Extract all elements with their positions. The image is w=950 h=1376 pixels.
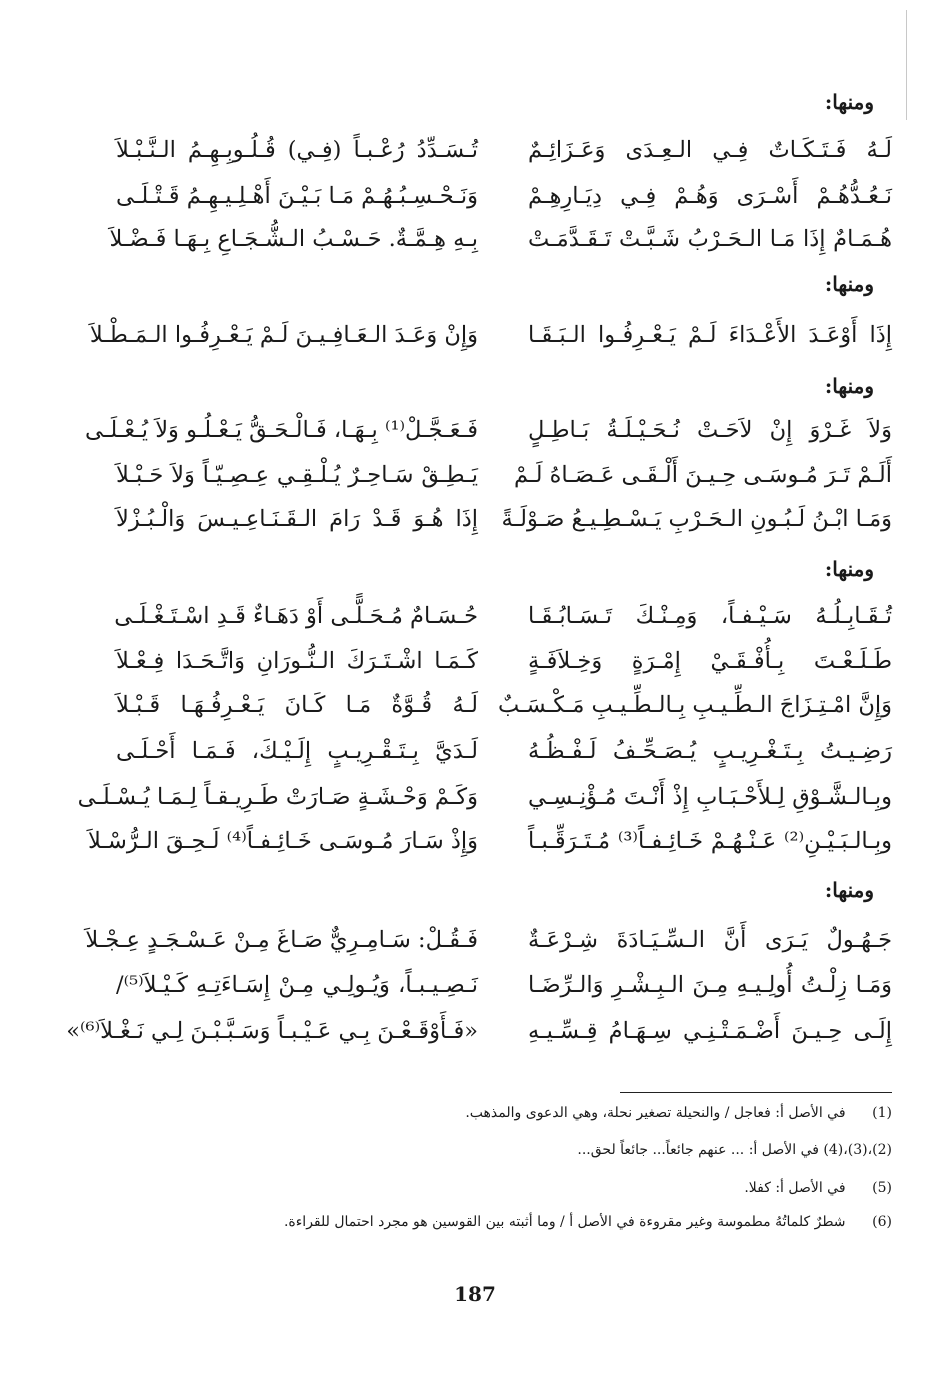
- footnote-text: في الأصل أ: ... عنهم جائعاً... جائعاً لحق...: [577, 1142, 819, 1158]
- section-heading: ومنها:: [824, 90, 874, 114]
- footnote-text: شطرٌ كلماتُهُ مطموسة وغير مقروءة في الأصل أ / وما أثبته بين القوسين هو مجرد احتمال للقراءة.: [283, 1214, 846, 1230]
- verse-first-hemistich: هُـمَـامٌ إِذَا مَـا الـحَـرْبُ شَـبَّـتْ تَـقَـدَّمَـتْ: [528, 226, 892, 252]
- verse-second-hemistich: فَـقُـلْ: سَـامِـرِيٌّ صَـاغَ مِـنْ عَـسْـجَـدٍ عِـجْـلاَ: [85, 927, 478, 953]
- verse-second-hemistich: تُـسَـدِّدُ رُعْـبـاً (فِـي) قُـلُـوبِـهِـمُ الـنَّـبْـلاَ: [116, 137, 478, 163]
- verse-first-hemistich: رَضِـيـتُ بِـتَـغْـرِيـبٍ يُـصَـحِّـفُ لَـفْـظُـهُ: [528, 738, 892, 764]
- verse-second-hemistich: وَنَـحْـسِـبُـهُـمْ مَـا بَـيْـنَ أَهْـلِـيـهِـمُ قَـتْـلَـى: [116, 183, 478, 209]
- footnote-text: في الأصل أ: فعاجل / والنحيلة تصغير نحلة، وهي الدعوى والمذهب.: [465, 1105, 846, 1121]
- section-heading: ومنها:: [824, 878, 874, 902]
- verse-first-hemistich: وَلاَ غَـرْوَ إِنْ لاَحَـتْ نُـحَـيْـلَـةُ بَـاطِـلٍ: [528, 417, 892, 443]
- section-heading: ومنها:: [824, 272, 874, 296]
- verse-second-hemistich: لَـدَيَّ بِـتَـقْـرِيـبٍ إِلَـيْـكَ، فَـمَـا أَحْـلَـى: [116, 738, 478, 764]
- verse-second-hemistich: نَـصِـيـبـاً، وَيُـولِـي مِـنْ إِسَـاءَتِـهِ كَـيْـلاَ⁽⁵⁾/: [116, 972, 478, 998]
- verse-second-hemistich: فَـعَـجَّـلْ⁽¹⁾ بِـهَـا، فَـالْـحَـقُّ يَـعْـلُـو وَلاَ يُـعْـلَـى: [84, 417, 478, 443]
- verse-first-hemistich: تُـقَـابِـلُـهُ سَـيْـفـاً، وَمِـنْـكَ تَـسَـابُـقَـا: [528, 603, 892, 629]
- footnote-number: (1): [872, 1105, 892, 1121]
- verse-first-hemistich: إِذَا أَوْعَـدَ الأَعْـدَاءَ لَـمْ يَـعْـرِفُـوا الـبَـقَـا: [528, 322, 892, 348]
- verse-second-hemistich: يَـطِـقْ سَـاحِـرٌ يُـلْـقِـي عِـصِـيّـاً وَلاَ حَـبْـلاَ: [116, 462, 478, 488]
- verse-first-hemistich: طَـلَـعْـتَ بِـأُفْـقَـيْ إِمْـرَةٍ وَخِـلاَفَـةٍ: [528, 648, 892, 674]
- verse-second-hemistich: وَإِذْ سَـارَ مُـوسَـى خَـائِـفـاً⁽⁴⁾ لَـحِـقَ الـرُّسْـلاَ: [88, 828, 478, 854]
- verse-first-hemistich: وبِـالـشَّـوْقِ لِـلأَحْـبَـابِ إِذْ أَنْـتَ مُـؤْنِـسِـي: [528, 784, 892, 810]
- verse-first-hemistich: جَـهُـولٌ يَـرَى أَنَّ الـسِّـيَـادَةَ شِـرْعَـةٌ: [528, 927, 892, 953]
- section-heading: ومنها:: [824, 374, 874, 398]
- verse-first-hemistich: وَمَـا ابْـنُ لَـبُـونِ الـحَـرْبِ يَـسْـطِـيـعُ صَـوْلَـةً: [501, 506, 892, 532]
- verse-first-hemistich: نَـعُـدُّهُـمْ أَسْـرَى وَهُـمْ فِـي دِيَـارِهِـمْ: [528, 183, 892, 209]
- verse-first-hemistich: وَمَـا زِلْـتُ أُولِـيـهِ مِـنَ الـبِـشْـرِ وَالـرِّضَـا: [528, 972, 892, 998]
- verse-first-hemistich: لَـهُ فَـتَـكَـاتٌ فِـي الـعِـدَى وَعَـزَائِـمٌ: [528, 137, 892, 163]
- verse-second-hemistich: وَكَـمْ وَحْـشَـةٍ صَـارَتْ طَـرِيـقـاً لِـمَـا يُـسْـلَـى: [77, 784, 478, 810]
- verse-first-hemistich: إِلَـى حِـيـنَ أَضْـمَـتْـنِـي سِـهَـامُ قِـسِّـيـهِ: [528, 1018, 892, 1044]
- footnote-text: في الأصل أ: كفلا.: [744, 1180, 846, 1196]
- footnote: [744, 1180, 892, 1196]
- verse-second-hemistich: كَـمَـا اشْـتَـرَكَ الـنُّـورَانِ وَاتَّـحَـدَا فِـعْـلاَ: [116, 648, 478, 674]
- page-edge-mark: [906, 10, 907, 120]
- footnote: [465, 1105, 892, 1121]
- footnote-number: (6): [872, 1214, 892, 1230]
- footnote-separator: [620, 1092, 892, 1093]
- footnote-number: (5): [872, 1180, 892, 1196]
- verse-second-hemistich: «فَـأَوْقَـعْـنَ بِـي عَـيْـبـاً وَسَـبَّـبْـنَ لِـي نَـغْـلاَ⁽⁶⁾»: [66, 1018, 478, 1044]
- footnote-number: (2)،(3)،(4): [823, 1142, 892, 1158]
- footnote: [577, 1142, 892, 1158]
- footnote: [284, 1214, 892, 1230]
- verse-second-hemistich: لَـهُ قُـوَّةٌ مَـا كَـانَ يَـعْـرِفُـهَـا قَـبْـلاَ: [116, 692, 478, 718]
- verse-first-hemistich: وبِـالـبَـيْـنِ⁽²⁾ عَـنْـهُـمْ خَـائِـفـاً⁽³⁾ مُـتَـرَقِّـبـاً: [528, 828, 893, 854]
- verse-first-hemistich: أَلَـمْ تَـرَ مُـوسَـى حِـيـنَ أَلْـقَـى عَـصَـاهُ لَـمْ: [514, 462, 892, 488]
- verse-second-hemistich: إِذَا هُـوَ قَـدْ رَامَ الـقَـنَـاعِـيـسَ وَالْـبُـزْلاَ: [116, 506, 478, 532]
- section-heading: ومنها:: [824, 557, 874, 581]
- verse-second-hemistich: بِـهِ هِـمَّـةٌ. حَـسْـبُ الـشُّـجَـاعِ بِـهَـا فَـضْـلاَ: [109, 226, 478, 252]
- verse-first-hemistich: وَإِنَّ امْـتِـزَاجَ الـطِّـيـبِ بِـالـطِّـيـبِ مَـكْـسَـبٌ: [497, 692, 892, 718]
- verse-second-hemistich: وَإِنْ وَعَـدَ الـعَـافِـيـنَ لَـمْ يَـعْـرِفُـوا الـمَـطْـلاَ: [89, 322, 478, 348]
- page-number: 187: [454, 1282, 496, 1306]
- verse-second-hemistich: حُـسَـامٌ مُـحَـلًّـى أَوْ دَهَـاءٌ قَـدِ اسْـتَـغْـلَـى: [114, 603, 478, 629]
